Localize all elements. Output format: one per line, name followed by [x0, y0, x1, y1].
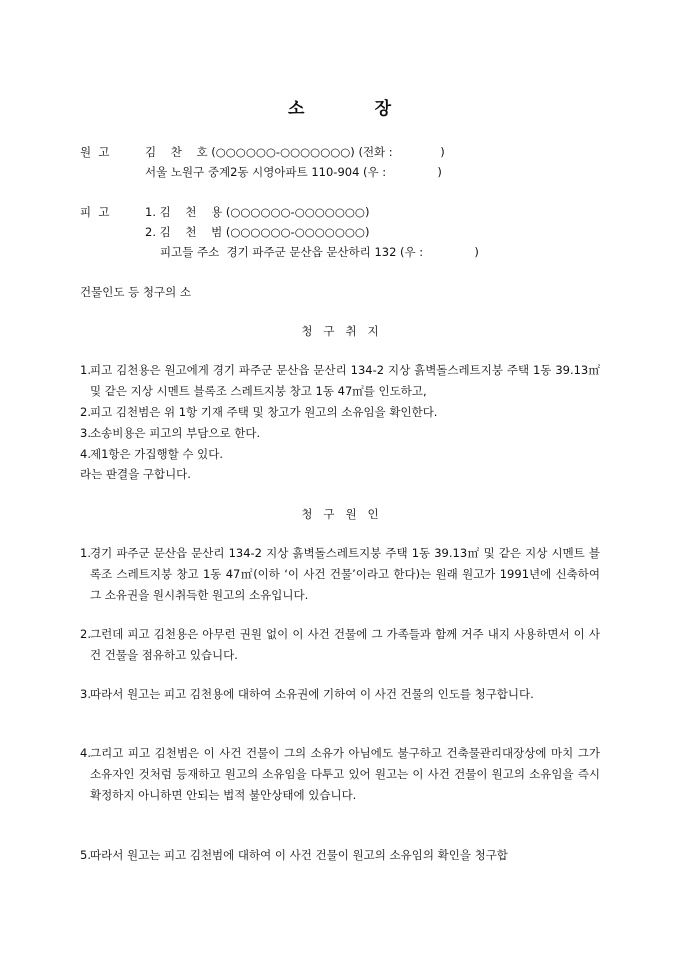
document-title: 소 장	[287, 99, 393, 119]
plaintiff-name-line: 김 찬 호 (○○○○○○-○○○○○○○) (전화 : )	[145, 145, 445, 159]
cause-item-3	[80, 684, 600, 705]
defendant-2-line: 2. 김 천 범 (○○○○○○-○○○○○○○)	[145, 225, 370, 239]
claim-text: 피고 김천범은 위 1항 기재 주택 및 창고가 원고의 소유임을 확인한다.	[90, 405, 438, 419]
defendants-address-line: 피고들 주소 경기 파주군 문산읍 문산하리 132 (우 : )	[160, 245, 479, 259]
cause-item-1	[80, 543, 600, 606]
defendant-1-line: 1. 김 천 용 (○○○○○○-○○○○○○○)	[145, 205, 370, 219]
case-name: 건물인도 등 청구의 소	[80, 285, 191, 299]
cause-number: 3.	[80, 687, 91, 701]
claim-number: 3.	[80, 426, 91, 440]
claim-number: 2.	[80, 405, 91, 419]
cause-text: 그런데 피고 김천용은 아무런 권원 없이 이 사건 건물에 그 가족들과 함께 거주 내지 사용하면서 이 사건 건물을 점유하고 있습니다.	[90, 627, 600, 662]
cause-number: 2.	[80, 627, 91, 641]
claim-item-4	[80, 444, 600, 465]
claim-text: 제1항은 가집행할 수 있다.	[90, 447, 224, 461]
claim-text: 피고 김천용은 원고에게 경기 파주군 문산읍 문산리 134-2 지상 흙벽돌스레트지붕 주택 1동 39.13㎡ 및 같은 지상 시멘트 블록조 스레트지붕 창고 1동 47㎡를 인도하고,	[90, 363, 600, 398]
cause-item-2	[80, 624, 600, 666]
claim-number: 1.	[80, 363, 91, 377]
section-title-causes: 청 구 원 인	[301, 507, 379, 521]
claim-closing: 라는 판결을 구합니다.	[80, 467, 191, 481]
claim-text: 소송비용은 피고의 부담으로 한다.	[90, 426, 261, 440]
claim-item-1	[80, 360, 600, 402]
cause-text: 따라서 원고는 피고 김천용에 대하여 소유권에 기하여 이 사건 건물의 인도를 청구합니다.	[90, 687, 534, 701]
cause-text: 경기 파주군 문산읍 문산리 134-2 지상 흙벽돌스레트지붕 주택 1동 39.13㎡ 및 같은 지상 시멘트 블록조 스레트지붕 창고 1동 47㎡(이하 ‘이 사건 건물’이라고 한다)는 원래 원고가 1991년에 신축하여 그 소유권을 원시취득한 원고의 소유입니다.	[90, 546, 600, 602]
cause-text: 그리고 피고 김천범은 이 사건 건물이 그의 소유가 아님에도 불구하고 건축물관리대장상에 마치 그가 소유자인 것처럼 등재하고 원고의 소유임을 다투고 있어 원고는 이 사건 건물이 원고의 소유임을 즉시 확정하지 아니하면 안되는 법적 불안상태에 있습니다.	[90, 746, 600, 802]
cause-number: 4.	[80, 746, 91, 760]
cause-item-5	[80, 845, 600, 866]
cause-number: 5.	[80, 848, 91, 862]
cause-number: 1.	[80, 546, 91, 560]
section-title-claims: 청 구 취 지	[301, 324, 379, 338]
cause-item-4	[80, 743, 600, 806]
cause-text: 따라서 원고는 피고 김천범에 대하여 이 사건 건물이 원고의 소유임의 확인을 청구합	[90, 848, 508, 862]
claim-item-3	[80, 423, 600, 444]
plaintiff-address-line: 서울 노원구 중계2동 시영아파트 110-904 (우 : )	[145, 165, 442, 179]
plaintiff-label: 원 고	[80, 145, 110, 159]
claim-item-2	[80, 402, 600, 423]
defendant-label: 피 고	[80, 205, 110, 219]
claim-number: 4.	[80, 447, 91, 461]
